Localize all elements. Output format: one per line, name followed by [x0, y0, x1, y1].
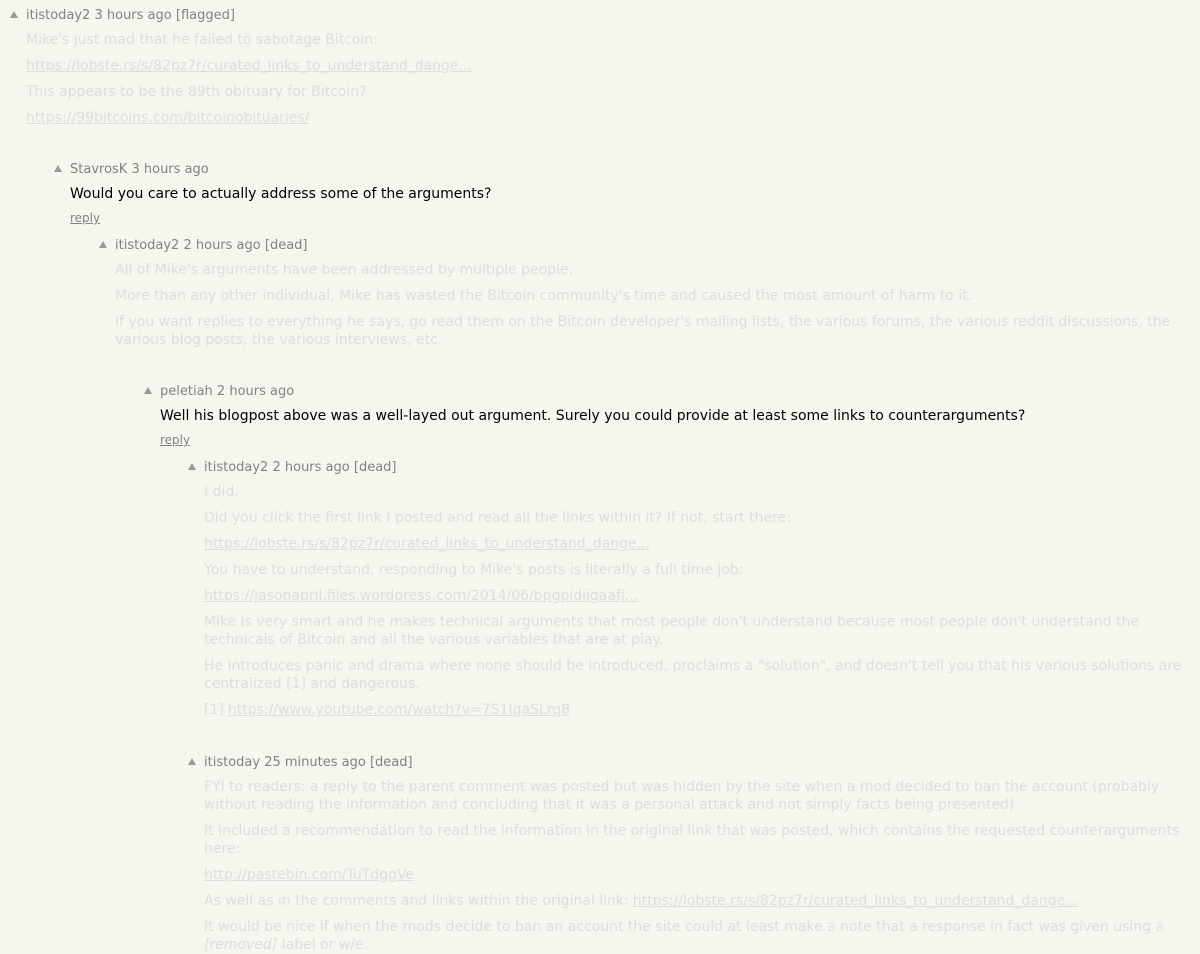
- comment-paragraph: Mike is very smart and he makes technical arguments that most people don't understand because most people don't understand the technicals of Bitcoin and all the various variables that are at play.: [204, 614, 1139, 648]
- footnote: [204, 701, 1192, 719]
- comment-paragraph: [204, 892, 1192, 910]
- comment-age[interactable]: 2 hours ago: [183, 238, 261, 253]
- comment-header: [26, 7, 1192, 25]
- comment: [204, 754, 1192, 954]
- comment-header: [204, 459, 1192, 477]
- comment-body: [26, 31, 1192, 127]
- paragraph-text: It would be nice if when the mods decide to ban an account the site could at least make a note that a response in fact was given using a: [204, 919, 1165, 935]
- comment-link[interactable]: https://lobste.rs/s/82pz7r/curated_links_to_understand_dange...: [26, 58, 472, 74]
- comment-link[interactable]: https://lobste.rs/s/82pz7r/curated_links_to_understand_dange...: [632, 893, 1079, 909]
- comment-author[interactable]: itistoday2: [204, 460, 269, 475]
- comment-paragraph: Would you care to actually address some of the arguments?: [70, 186, 492, 202]
- upvote-arrow-icon[interactable]: [186, 756, 198, 768]
- comment-paragraph: I did.: [204, 484, 239, 500]
- comment-link[interactable]: http://pastebin.com/TuTdggVe: [204, 867, 415, 883]
- comment-paragraph: Did you click the first link I posted and read all the links within it? If not, start there:: [204, 510, 791, 526]
- comment-link[interactable]: https://jasonapril.files.wordpress.com/2014/06/bpgpidiigaafj...: [204, 588, 639, 604]
- footnote-link[interactable]: https://www.youtube.com/watch?v=7S1IqaSLrq8: [227, 702, 571, 718]
- comment-paragraph: All of Mike's arguments have been addressed by multiple people.: [115, 262, 574, 278]
- flag-status: [dead]: [369, 755, 413, 770]
- comment-paragraph: More than any other individual, Mike has wasted the Bitcoin community's time and caused the most amount of harm to it.: [115, 288, 973, 304]
- upvote-arrow-icon[interactable]: [52, 163, 64, 175]
- comment-body: [115, 261, 1192, 349]
- comment: [204, 459, 1192, 719]
- comment: [70, 161, 1192, 226]
- comment-header: [115, 237, 1192, 255]
- comment-paragraph: It included a recommendation to read the information in the original link that was posted, which contains the requested counterarguments here:: [204, 823, 1180, 857]
- comment-body: [70, 185, 1192, 203]
- comment-age[interactable]: 2 hours ago: [216, 384, 295, 399]
- comment-header: [204, 754, 1192, 772]
- comment: [160, 383, 1192, 448]
- comment-body: [160, 407, 1192, 425]
- comment-link[interactable]: https://99bitcoins.com/bitcoinobituaries/: [26, 110, 310, 126]
- flag-status: [flagged]: [175, 8, 235, 23]
- comment-author[interactable]: peletiah: [160, 384, 213, 399]
- comment-author[interactable]: itistoday2: [115, 238, 180, 253]
- comment-author[interactable]: StavrosK: [70, 162, 128, 177]
- comment-age[interactable]: 3 hours ago: [131, 162, 209, 177]
- comment-age[interactable]: 2 hours ago: [272, 460, 350, 475]
- comment-header: [70, 161, 1192, 179]
- paragraph-text: As well as in the comments and links within the original link:: [204, 893, 629, 909]
- footnote-marker: [1]: [204, 702, 224, 718]
- removed-label: [removed]: [204, 937, 278, 953]
- comment-author[interactable]: itistoday2: [26, 8, 91, 23]
- upvote-arrow-icon[interactable]: [8, 9, 20, 21]
- comment-author[interactable]: itistoday: [204, 755, 261, 770]
- comment-link[interactable]: https://lobste.rs/s/82pz7r/curated_links_to_understand_dange...: [204, 536, 650, 552]
- comment: [115, 237, 1192, 349]
- comment-paragraph: If you want replies to everything he says, go read them on the Bitcoin developer's mailing lists, the various forums, the various reddit discussions, the various blog posts, the various interviews, etc.: [115, 314, 1171, 348]
- paragraph-text: label or w/e.: [281, 937, 369, 953]
- comment-body: [204, 778, 1192, 954]
- comment-paragraph: Mike's just mad that he failed to sabotage Bitcoin:: [26, 32, 378, 48]
- comment-header: [160, 383, 1192, 401]
- comment-age[interactable]: 3 hours ago: [94, 8, 172, 23]
- reply-link[interactable]: reply: [160, 433, 191, 447]
- comment: [26, 7, 1192, 127]
- comment-body: [204, 483, 1192, 719]
- comment-paragraph: [204, 918, 1192, 954]
- upvote-arrow-icon[interactable]: [186, 461, 198, 473]
- flag-status: [dead]: [264, 238, 308, 253]
- comment-paragraph: Well his blogpost above was a well-layed out argument. Surely you could provide at least some links to counterarguments?: [160, 408, 1026, 424]
- comment-paragraph: This appears to be the 89th obituary for Bitcoin?: [26, 84, 367, 100]
- upvote-arrow-icon[interactable]: [142, 385, 154, 397]
- comment-paragraph: FYI to readers: a reply to the parent comment was posted but was hidden by the site when a mod decided to ban the account (probably without reading the information and concluding that it was a personal attack and not simply facts being presented).: [204, 779, 1160, 813]
- comment-paragraph: You have to understand, responding to Mike's posts is literally a full time job:: [204, 562, 744, 578]
- reply-link[interactable]: reply: [70, 211, 101, 225]
- comment-age[interactable]: 25 minutes ago: [264, 755, 366, 770]
- flag-status: [dead]: [353, 460, 397, 475]
- upvote-arrow-icon[interactable]: [97, 239, 109, 251]
- comment-paragraph: He introduces panic and drama where none should be introduced, proclaims a "solution", and doesn't tell you that his various solutions are centralized [1] and dangerous.: [204, 658, 1182, 692]
